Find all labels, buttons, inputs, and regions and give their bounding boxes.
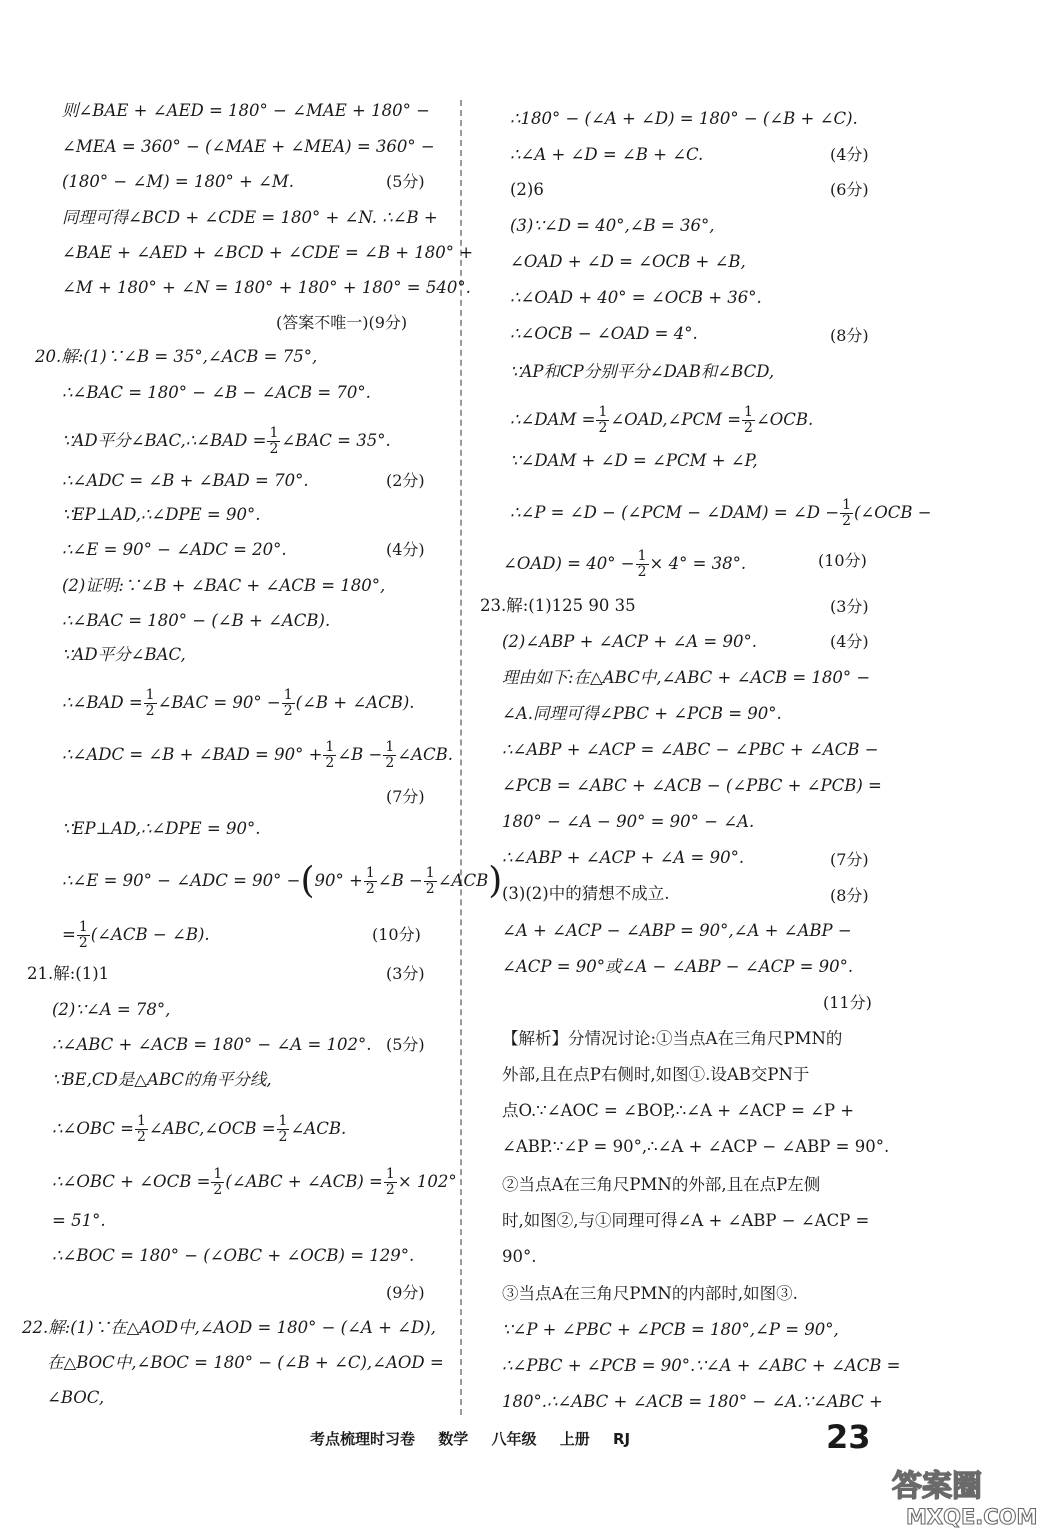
fraction-half: $\frac{1}{2}$ xyxy=(269,425,279,457)
text-line: ∵AD平分∠BAC,∴∠BAD = $\frac{1}{2}$ ∠BAC = 35°. xyxy=(62,425,391,457)
text-line: ∵∠P + ∠PBC + ∠PCB = 180°,∠P = 90°, xyxy=(502,1320,839,1339)
grade: 八年级 xyxy=(491,1430,537,1448)
text-line: ∴180° − (∠A + ∠D) = 180° − (∠B + ∠C). xyxy=(510,109,858,128)
subject: 数学 xyxy=(438,1430,469,1448)
text-line: ∴∠P = ∠D − (∠PCM − ∠DAM) = ∠D − $\frac{1}{2}$ (∠OCB − xyxy=(510,497,932,529)
watermark-text: 答案圈 xyxy=(892,1469,982,1504)
text-line: 90°. xyxy=(502,1247,537,1266)
text-line: (180° − ∠M) = 180° + ∠M. xyxy=(62,172,294,191)
text-line: ∴∠E = 90° − ∠ADC = 90° −(90° + $\frac{1}{2}$ ∠B − $\frac{1}{2}$ ∠ACB) xyxy=(62,860,503,902)
text-line: ③当点A在三角尺PMN的内部时,如图③. xyxy=(502,1284,798,1303)
score-mark: (5分) xyxy=(386,172,425,191)
score-mark: (2分) xyxy=(386,471,425,490)
text-line: (2)∠ABP + ∠ACP + ∠A = 90°. xyxy=(502,632,757,651)
text-line: 180°.∴∠ABC + ∠ACB = 180° − ∠A.∵∠ABC + xyxy=(502,1392,883,1411)
score-mark: (7分) xyxy=(386,787,425,806)
text-line: ∴∠BAD = $\frac{1}{2}$ ∠BAC = 90° − $\frac{1}{2}$ (∠B + ∠ACB). xyxy=(62,687,415,719)
score-mark: (3分) xyxy=(830,597,869,616)
text-line: ②当点A在三角尺PMN的外部,且在点P左侧 xyxy=(502,1175,821,1194)
score-mark: (8分) xyxy=(830,326,869,345)
text-line: 180° − ∠A − 90° = 90° − ∠A. xyxy=(502,812,755,831)
score-mark: (答案不唯一)(9分) xyxy=(276,313,408,332)
score-mark: (9分) xyxy=(386,1283,425,1302)
watermark-logo xyxy=(884,1466,1049,1530)
text-line: (3)∵∠D = 40°,∠B = 36°, xyxy=(510,216,715,235)
page-number: 23 xyxy=(826,1418,871,1456)
text-line: = $\frac{1}{2}$ (∠ACB − ∠B). xyxy=(62,919,210,951)
score-mark: (4分) xyxy=(830,145,869,164)
text-line: ∴∠E = 90° − ∠ADC = 20°. xyxy=(62,540,287,559)
text-line: ∠A.同理可得∠PBC + ∠PCB = 90°. xyxy=(502,704,782,723)
text-line: (2)∵∠A = 78°, xyxy=(52,1000,171,1019)
text-line: 时,如图②,与①同理可得∠A + ∠ABP − ∠ACP = xyxy=(502,1211,870,1230)
score-mark: (10分) xyxy=(818,551,867,570)
score-mark: (7分) xyxy=(830,850,869,869)
score-mark: (4分) xyxy=(386,540,425,559)
analysis-heading: 【解析】分情况讨论:①当点A在三角尺PMN的 xyxy=(502,1029,843,1048)
question-20-start: 20.解:(1)∵∠B = 35°,∠ACB = 75°, xyxy=(35,347,318,366)
text-line: ∴∠OBC + ∠OCB = $\frac{1}{2}$ (∠ABC + ∠ACB) = $\frac{1}{2}$ × 102° xyxy=(52,1166,457,1198)
text-line: 点O.∵∠AOC = ∠BOP,∴∠A + ∠ACP = ∠P + xyxy=(502,1101,855,1120)
score-mark: (3分) xyxy=(386,964,425,983)
text-line: ∠MEA = 360° − (∠MAE + ∠MEA) = 360° − xyxy=(62,137,435,156)
score-mark: (8分) xyxy=(830,886,869,905)
text-line: (2)6 xyxy=(510,180,544,199)
edition: RJ xyxy=(613,1430,631,1448)
text-line: 理由如下:在△ABC中,∠ABC + ∠ACB = 180° − xyxy=(502,668,871,687)
score-mark: (4分) xyxy=(830,632,869,651)
text-line: ∴∠ABP + ∠ACP = ∠ABC − ∠PBC + ∠ACB − xyxy=(502,740,879,759)
text-line: (3)(2)中的猜想不成立. xyxy=(502,884,670,903)
text-line: ∴∠A + ∠D = ∠B + ∠C. xyxy=(510,145,704,164)
text-line: ∵EP⊥AD,∴∠DPE = 90°. xyxy=(62,819,261,838)
text-line: ∴∠BOC = 180° − (∠OBC + ∠OCB) = 129°. xyxy=(52,1246,415,1265)
text-line: ∠OAD + ∠D = ∠OCB + ∠B, xyxy=(510,252,746,271)
text-line: ∠PCB = ∠ABC + ∠ACB − (∠PBC + ∠PCB) = xyxy=(502,776,882,795)
text-line: ∴∠ABP + ∠ACP + ∠A = 90°. xyxy=(502,848,745,867)
text-line: ∴∠OCB − ∠OAD = 4°. xyxy=(510,324,698,343)
text-line: 在△BOC中,∠BOC = 180° − (∠B + ∠C),∠AOD = xyxy=(47,1353,444,1372)
text-line: 外部,且在点P右侧时,如图①.设AB交PN于 xyxy=(502,1065,810,1084)
text-line: ∵BE,CD是△ABC的角平分线, xyxy=(52,1070,272,1089)
question-21-start: 21.解:(1)1 xyxy=(27,964,110,983)
score-mark: (11分) xyxy=(823,993,872,1012)
text-line: ∠BOC, xyxy=(47,1388,105,1407)
score-mark: (5分) xyxy=(386,1035,425,1054)
text-line: ∴∠OAD + 40° = ∠OCB + 36°. xyxy=(510,288,762,307)
text-line: ∠BAE + ∠AED + ∠BCD + ∠CDE = ∠B + 180° + xyxy=(62,243,474,262)
score-mark: (6分) xyxy=(830,180,869,199)
text-line: ∴∠ABC + ∠ACB = 180° − ∠A = 102°. xyxy=(52,1035,372,1054)
question-22-start: 22.解:(1)∵在△AOD中,∠AOD = 180° − (∠A + ∠D), xyxy=(22,1318,436,1337)
text-line: ∴∠OBC = $\frac{1}{2}$ ∠ABC,∠OCB = $\frac{1}{2}$ ∠ACB. xyxy=(52,1113,347,1145)
text-line: ∴∠PBC + ∠PCB = 90°.∵∠A + ∠ABC + ∠ACB = xyxy=(502,1356,901,1375)
text-line: ∠M + 180° + ∠N = 180° + 180° + 180° = 540°. xyxy=(62,278,471,297)
text-line: ∠OAD) = 40° − $\frac{1}{2}$ × 4° = 38°. xyxy=(503,548,747,580)
text-line: = 51°. xyxy=(52,1211,106,1230)
score-mark: (10分) xyxy=(372,925,421,944)
text-line: ∠ACP = 90°或∠A − ∠ABP − ∠ACP = 90°. xyxy=(502,957,854,976)
text-line: ∵AD平分∠BAC, xyxy=(62,645,186,664)
text-line: ∠A + ∠ACP − ∠ABP = 90°,∠A + ∠ABP − xyxy=(502,921,852,940)
text-line: 则∠BAE + ∠AED = 180° − ∠MAE + 180° − xyxy=(62,101,430,120)
text-line: ∴∠DAM = $\frac{1}{2}$ ∠OAD,∠PCM = $\frac{1}{2}$ ∠OCB. xyxy=(510,404,814,436)
text-line: (2)证明:∵∠B + ∠BAC + ∠ACB = 180°, xyxy=(62,576,386,595)
volume: 上册 xyxy=(559,1430,590,1448)
text-line: ∴∠ADC = ∠B + ∠BAD = 70°. xyxy=(62,471,309,490)
text-line: ∵AP和CP分别平分∠DAB和∠BCD, xyxy=(510,362,775,381)
text-line: ∵∠DAM + ∠D = ∠PCM + ∠P, xyxy=(510,451,758,470)
watermark-url: MXQE.COM xyxy=(906,1505,1038,1529)
text-line: ∴∠ADC = ∠B + ∠BAD = 90° + $\frac{1}{2}$ ∠B − $\frac{1}{2}$ ∠ACB. xyxy=(62,739,454,771)
book-title: 考点梳理时习卷 xyxy=(310,1430,416,1448)
question-23-start: 23.解:(1)125 90 35 xyxy=(480,596,636,615)
text-line: ∴∠BAC = 180° − ∠B − ∠ACB = 70°. xyxy=(62,383,371,402)
text-line: 同理可得∠BCD + ∠CDE = 180° + ∠N. ∴∠B + xyxy=(62,208,438,227)
page-footer xyxy=(310,1428,648,1449)
text-line: ∴∠BAC = 180° − (∠B + ∠ACB). xyxy=(62,611,331,630)
text-line: ∵EP⊥AD,∴∠DPE = 90°. xyxy=(62,505,261,524)
text-line: ∠ABP.∵∠P = 90°,∴∠A + ∠ACP − ∠ABP = 90°. xyxy=(502,1137,890,1156)
